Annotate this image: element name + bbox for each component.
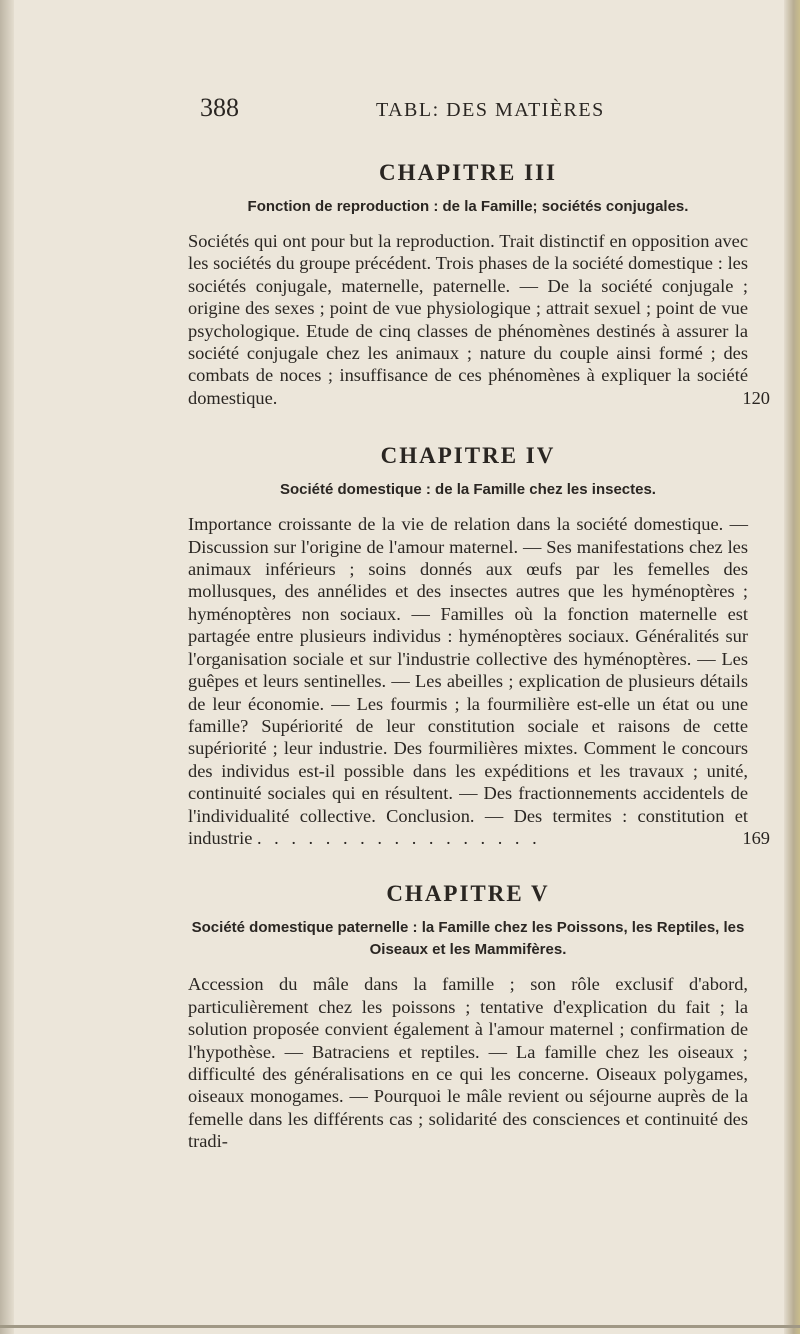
chapter-summary: Accession du mâle dans la famille ; son rôle exclusif d'abord, particulièrement chez les poissons ; tentative d'explication du fait ; la solution proposée convient également à l'amour maternel ; confirmation de l'hypothèse. — Batraciens et reptiles. — La famille chez les oiseaux ; difficulté des généralisations en ce qui les concerne. Oiseaux polygames, oiseaux monogames. — Pourquoi le mâle revient ou séjourne auprès de la femelle dans les différents cas ; solidarité des consciences et continuité des tradi- [188,974,748,1152]
chapter-subtitle: Société domestique : de la Famille chez les insectes. [280,481,656,499]
page-bottom-edge [0,1325,800,1328]
chapter-5 [188,881,748,1152]
chapter-title: CHAPITRE IV [380,443,556,469]
chapter-summary: Sociétés qui ont pour but la reproduction. Trait distinctif en opposition avec les sociétés du groupe précédent. Trois phases de la société domestique : les sociétés conjugale, maternelle, paternelle. — De la société conjugale ; origine des sexes ; point de vue physiologique ; attrait sexuel ; point de vue psychologique. Etude de cinq classes de phénomènes destinés à assurer la société conjugale chez les animaux ; nature du couple ainsi formé ; des combats de noces ; insuffisance de ces phénomènes à expliquer la société domestique. [188,231,748,408]
page-reference: 169 [742,827,770,848]
chapter-title: CHAPITRE III [378,160,557,185]
dot-leader: . . . . . . . . . . . . . . . . . [256,827,541,848]
chapter-summary-block [188,230,770,409]
page-number: 388 [200,93,239,122]
chapter-subtitle: Société domestique paternelle : la Famille chez les Poissons, les Reptiles, les Oiseaux et les Mammifères. [191,919,745,959]
page-edge-left [0,0,14,1334]
chapter-4 [188,443,770,849]
chapter-title: CHAPITRE V [386,881,550,907]
chapter-subtitle: Fonction de reproduction : de la Famille; sociétés conjugales. [247,198,689,215]
chapter-summary-text: Importance croissante de la vie de relation dans la société domestique. — Discussion sur l'origine de l'amour maternel. — Ses manifestations chez les animaux inférieurs ; soins donnés aux œufs par les femelles des mollusques, des annélides et des insectes autres que les hyménoptères ; hyménoptères non sociaux. — Familles où la fonction maternelle est partagée entre plusieurs individus : hyménoptères sociaux. Généralités sur l'organisation sociale et sur l'industrie collective des hyménoptères. — Les guêpes et leurs sentinelles. — Les abeilles ; explication de plusieurs détails de leur économie. — Les fourmis ; la fourmilière est-elle un état ou une famille? Supériorité de leur constitution sociale et raisons de cette supériorité ; leur industrie. Des fourmilières mixtes. Comment le concours des individus est-il possible dans les expéditions et les travaux ; unité, continuité sociales qui en résultent. — Des fractionnements accidentels de l'individualité collective. Conclusion. — Des termites : constitution et industrie [188,514,748,848]
page-reference: 120 [742,387,770,408]
page-header [200,93,760,133]
page-edge-right [784,0,800,1334]
running-title: TABL: DES MATIÈRES [376,99,605,121]
chapter-summary [188,513,748,849]
table-of-contents [188,160,770,1153]
chapter-3 [188,160,770,409]
chapter-summary-block [188,513,770,849]
chapter-summary-block [188,973,748,1152]
